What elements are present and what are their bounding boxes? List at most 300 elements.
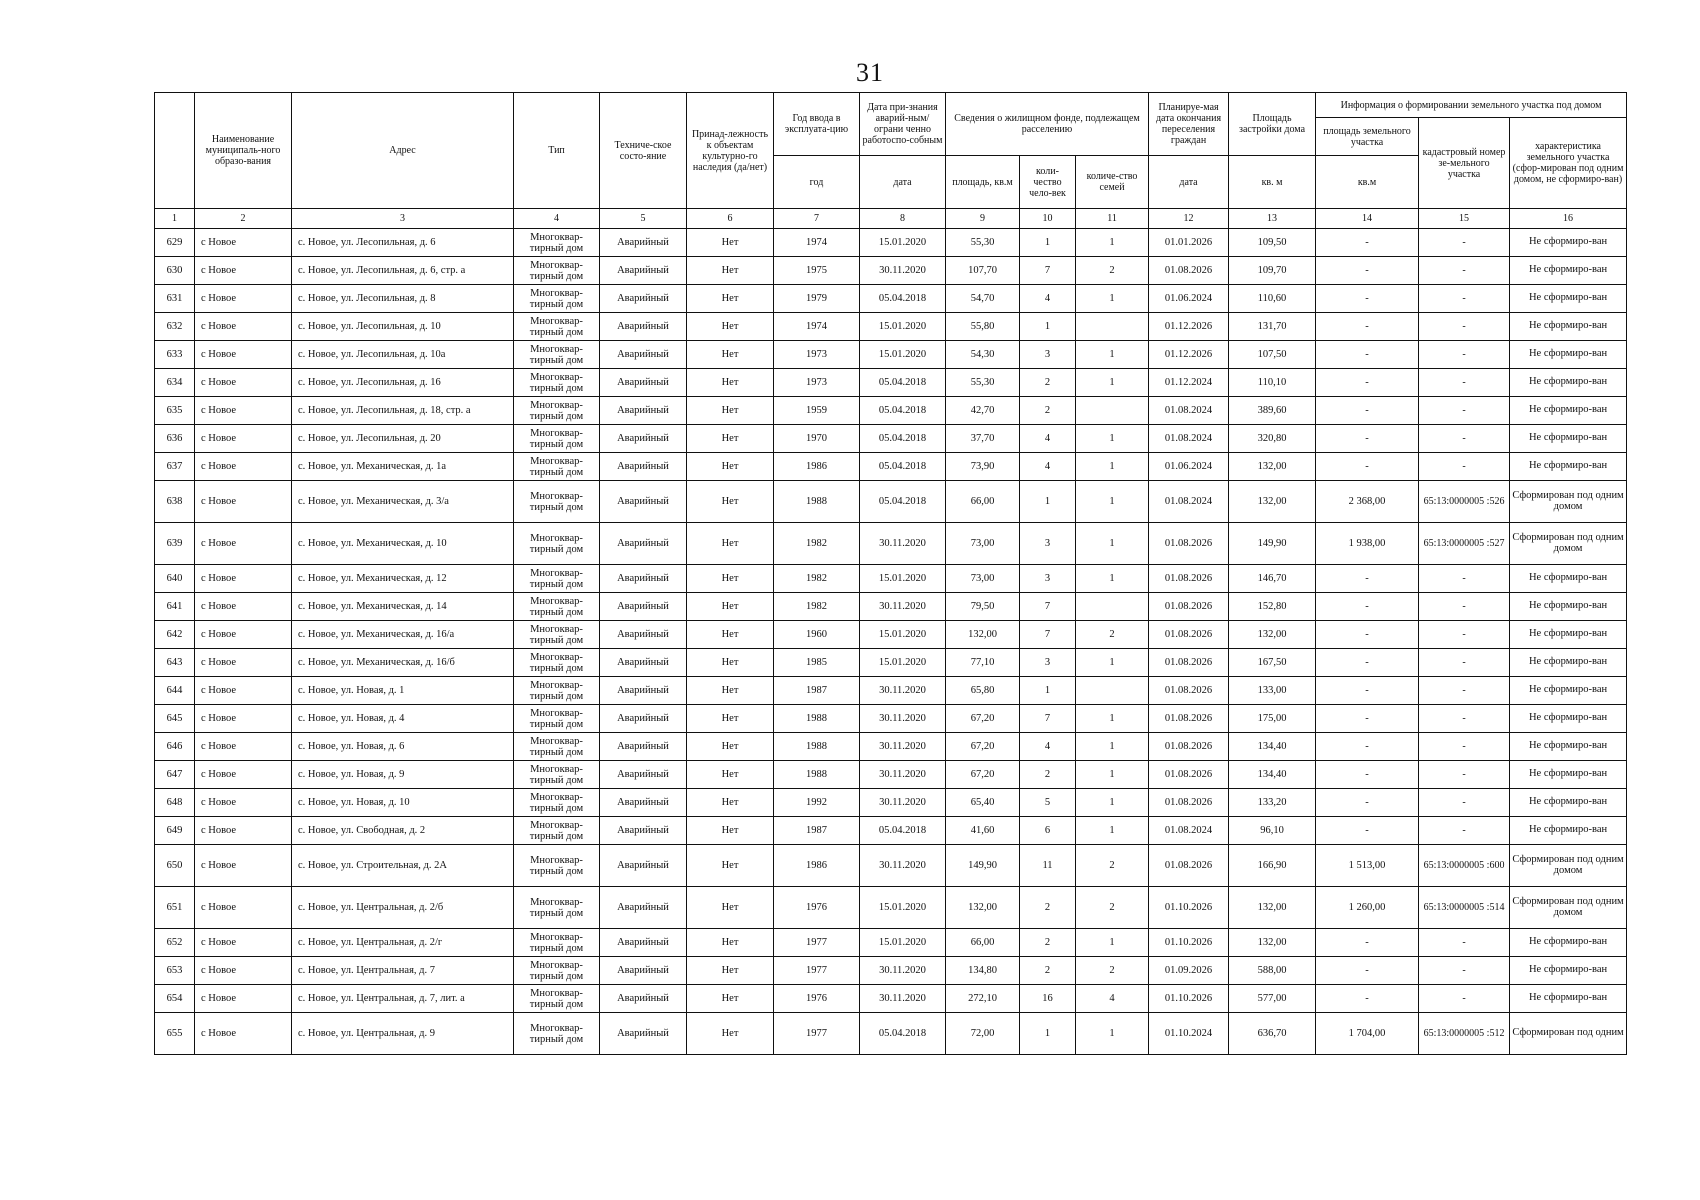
address-cell: с. Новое, ул. Механическая, д. 16/б [292,649,514,677]
heritage-cell: Нет [687,929,774,957]
area-cell: 55,30 [946,369,1020,397]
table-row [155,957,1627,985]
families-cell: 1 [1076,929,1149,957]
column-number: 6 [687,209,774,229]
type-cell: Многоквар-тирный дом [514,523,600,565]
type-cell: Многоквар-тирный дом [514,957,600,985]
row-number-cell: 632 [155,313,195,341]
heritage-cell: Нет [687,369,774,397]
area-cell: 79,50 [946,593,1020,621]
table-row [155,565,1627,593]
land-characteristic-cell: Не сформиро-ван [1510,341,1627,369]
emergency-date-cell: 30.11.2020 [860,957,946,985]
cadastral-cell: - [1419,285,1510,313]
address-cell: с. Новое, ул. Лесопильная, д. 18, стр. а [292,397,514,425]
address-cell: с. Новое, ул. Новая, д. 10 [292,789,514,817]
persons-cell: 11 [1020,845,1076,887]
land-characteristic-cell: Не сформиро-ван [1510,677,1627,705]
municipality-cell: с Новое [195,705,292,733]
cadastral-cell: - [1419,621,1510,649]
type-cell: Многоквар-тирный дом [514,593,600,621]
municipality-cell: с Новое [195,397,292,425]
cadastral-cell: - [1419,649,1510,677]
families-cell [1076,397,1149,425]
land-area-cell: 1 260,00 [1316,887,1419,929]
table-row [155,817,1627,845]
address-cell: с. Новое, ул. Новая, д. 9 [292,761,514,789]
land-characteristic-cell: Не сформиро-ван [1510,593,1627,621]
planned-date-cell: 01.12.2026 [1149,341,1229,369]
built-area-cell: 152,80 [1229,593,1316,621]
heritage-cell: Нет [687,817,774,845]
land-area-cell: - [1316,621,1419,649]
row-number-cell: 649 [155,817,195,845]
area-cell: 41,60 [946,817,1020,845]
emergency-date-cell: 15.01.2020 [860,887,946,929]
land-area-cell: - [1316,705,1419,733]
condition-cell: Аварийный [600,789,687,817]
address-cell: с. Новое, ул. Центральная, д. 2/б [292,887,514,929]
cadastral-cell: 65:13:0000005 :514 [1419,887,1510,929]
land-area-cell: - [1316,341,1419,369]
families-cell [1076,593,1149,621]
heritage-cell: Нет [687,1013,774,1055]
area-cell: 54,70 [946,285,1020,313]
area-cell: 67,20 [946,705,1020,733]
municipality-cell: с Новое [195,789,292,817]
heritage-cell: Нет [687,593,774,621]
area-cell: 107,70 [946,257,1020,285]
type-cell: Многоквар-тирный дом [514,845,600,887]
address-cell: с. Новое, ул. Лесопильная, д. 8 [292,285,514,313]
row-number-cell: 653 [155,957,195,985]
cadastral-cell: - [1419,677,1510,705]
row-number-cell: 634 [155,369,195,397]
header-area-sqm: площадь, кв.м [946,156,1020,209]
families-cell [1076,677,1149,705]
families-cell: 2 [1076,621,1149,649]
persons-cell: 2 [1020,369,1076,397]
condition-cell: Аварийный [600,1013,687,1055]
condition-cell: Аварийный [600,845,687,887]
families-cell: 1 [1076,789,1149,817]
built-area-cell: 132,00 [1229,621,1316,649]
land-area-cell: 1 704,00 [1316,1013,1419,1055]
address-cell: с. Новое, ул. Лесопильная, д. 20 [292,425,514,453]
persons-cell: 4 [1020,733,1076,761]
condition-cell: Аварийный [600,761,687,789]
municipality-cell: с Новое [195,621,292,649]
type-cell: Многоквар-тирный дом [514,985,600,1013]
planned-date-cell: 01.08.2026 [1149,733,1229,761]
year-cell: 1987 [774,677,860,705]
planned-date-cell: 01.10.2024 [1149,1013,1229,1055]
municipality-cell: с Новое [195,229,292,257]
row-number-cell: 655 [155,1013,195,1055]
heritage-cell: Нет [687,453,774,481]
persons-cell: 5 [1020,789,1076,817]
municipality-cell: с Новое [195,523,292,565]
built-area-cell: 131,70 [1229,313,1316,341]
condition-cell: Аварийный [600,229,687,257]
table-row [155,677,1627,705]
row-number-cell: 651 [155,887,195,929]
emergency-date-cell: 30.11.2020 [860,593,946,621]
condition-cell: Аварийный [600,887,687,929]
table-row [155,257,1627,285]
planned-date-cell: 01.12.2026 [1149,313,1229,341]
families-cell: 1 [1076,1013,1149,1055]
emergency-date-cell: 30.11.2020 [860,761,946,789]
table-row [155,985,1627,1013]
cadastral-cell: - [1419,929,1510,957]
planned-date-cell: 01.08.2024 [1149,397,1229,425]
year-cell: 1988 [774,733,860,761]
cadastral-cell: 65:13:0000005 :512 [1419,1013,1510,1055]
planned-date-cell: 01.08.2026 [1149,593,1229,621]
emergency-date-cell: 30.11.2020 [860,845,946,887]
built-area-cell: 588,00 [1229,957,1316,985]
cadastral-cell: - [1419,229,1510,257]
area-cell: 73,00 [946,523,1020,565]
header-land-unit: кв.м [1316,156,1419,209]
built-area-cell: 167,50 [1229,649,1316,677]
land-characteristic-cell: Не сформиро-ван [1510,649,1627,677]
heritage-cell: Нет [687,761,774,789]
land-area-cell: - [1316,453,1419,481]
planned-date-cell: 01.10.2026 [1149,985,1229,1013]
land-characteristic-cell: Сформирован под одним домом [1510,845,1627,887]
emergency-date-cell: 30.11.2020 [860,257,946,285]
address-cell: с. Новое, ул. Новая, д. 4 [292,705,514,733]
condition-cell: Аварийный [600,565,687,593]
built-area-cell: 636,70 [1229,1013,1316,1055]
row-number-cell: 637 [155,453,195,481]
emergency-date-cell: 30.11.2020 [860,705,946,733]
land-area-cell: - [1316,957,1419,985]
land-area-cell: - [1316,229,1419,257]
persons-cell: 1 [1020,313,1076,341]
row-number-cell: 638 [155,481,195,523]
planned-date-cell: 01.08.2026 [1149,565,1229,593]
type-cell: Многоквар-тирный дом [514,649,600,677]
emergency-date-cell: 15.01.2020 [860,341,946,369]
year-cell: 1988 [774,761,860,789]
table-row [155,761,1627,789]
header-address: Адрес [292,93,514,209]
planned-date-cell: 01.08.2026 [1149,789,1229,817]
area-cell: 66,00 [946,929,1020,957]
families-cell: 1 [1076,453,1149,481]
area-cell: 65,80 [946,677,1020,705]
type-cell: Многоквар-тирный дом [514,761,600,789]
heritage-cell: Нет [687,649,774,677]
built-area-cell: 175,00 [1229,705,1316,733]
cadastral-cell: - [1419,817,1510,845]
table-row [155,341,1627,369]
condition-cell: Аварийный [600,369,687,397]
page-number: 31 [856,58,884,87]
column-number: 16 [1510,209,1627,229]
persons-cell: 3 [1020,565,1076,593]
persons-cell: 16 [1020,985,1076,1013]
address-cell: с. Новое, ул. Центральная, д. 9 [292,1013,514,1055]
cadastral-cell: - [1419,369,1510,397]
area-cell: 72,00 [946,1013,1020,1055]
table-row [155,929,1627,957]
housing-register-table [154,92,1627,1055]
emergency-date-cell: 05.04.2018 [860,397,946,425]
municipality-cell: с Новое [195,817,292,845]
persons-cell: 3 [1020,341,1076,369]
year-cell: 1970 [774,425,860,453]
cadastral-cell: 65:13:0000005 :600 [1419,845,1510,887]
persons-cell: 2 [1020,957,1076,985]
land-area-cell: 1 938,00 [1316,523,1419,565]
column-number: 12 [1149,209,1229,229]
row-number-cell: 633 [155,341,195,369]
row-number-cell: 654 [155,985,195,1013]
planned-date-cell: 01.10.2026 [1149,887,1229,929]
condition-cell: Аварийный [600,313,687,341]
row-number-cell: 629 [155,229,195,257]
municipality-cell: с Новое [195,677,292,705]
built-area-cell: 146,70 [1229,565,1316,593]
planned-date-cell: 01.08.2024 [1149,817,1229,845]
address-cell: с. Новое, ул. Лесопильная, д. 6 [292,229,514,257]
planned-date-cell: 01.08.2024 [1149,425,1229,453]
persons-cell: 1 [1020,677,1076,705]
land-characteristic-cell: Не сформиро-ван [1510,425,1627,453]
built-area-cell: 110,10 [1229,369,1316,397]
land-characteristic-cell: Не сформиро-ван [1510,285,1627,313]
municipality-cell: с Новое [195,313,292,341]
area-cell: 272,10 [946,985,1020,1013]
address-cell: с. Новое, ул. Новая, д. 6 [292,733,514,761]
land-area-cell: - [1316,565,1419,593]
area-cell: 37,70 [946,425,1020,453]
families-cell: 2 [1076,845,1149,887]
table-row [155,845,1627,887]
built-area-cell: 132,00 [1229,453,1316,481]
condition-cell: Аварийный [600,257,687,285]
cadastral-cell: - [1419,705,1510,733]
type-cell: Многоквар-тирный дом [514,621,600,649]
emergency-date-cell: 05.04.2018 [860,453,946,481]
year-cell: 1988 [774,705,860,733]
built-area-cell: 96,10 [1229,817,1316,845]
address-cell: с. Новое, ул. Центральная, д. 2/г [292,929,514,957]
land-area-cell: - [1316,257,1419,285]
type-cell: Многоквар-тирный дом [514,453,600,481]
year-cell: 1986 [774,845,860,887]
address-cell: с. Новое, ул. Центральная, д. 7, лит. а [292,985,514,1013]
cadastral-cell: 65:13:0000005 :527 [1419,523,1510,565]
persons-cell: 1 [1020,1013,1076,1055]
table-row [155,733,1627,761]
cadastral-cell: - [1419,761,1510,789]
condition-cell: Аварийный [600,957,687,985]
table-row [155,649,1627,677]
header-year-group: Год ввода в эксплуата-цию [774,93,860,156]
built-area-cell: 132,00 [1229,887,1316,929]
table-row [155,789,1627,817]
heritage-cell: Нет [687,565,774,593]
table-row [155,1013,1627,1055]
planned-date-cell: 01.09.2026 [1149,957,1229,985]
row-number-cell: 650 [155,845,195,887]
land-characteristic-cell: Не сформиро-ван [1510,733,1627,761]
emergency-date-cell: 15.01.2020 [860,313,946,341]
heritage-cell: Нет [687,425,774,453]
type-cell: Многоквар-тирный дом [514,733,600,761]
heritage-cell: Нет [687,285,774,313]
cadastral-cell: - [1419,453,1510,481]
land-characteristic-cell: Не сформиро-ван [1510,705,1627,733]
land-characteristic-cell: Не сформиро-ван [1510,313,1627,341]
cadastral-cell: - [1419,789,1510,817]
row-number-cell: 639 [155,523,195,565]
land-area-cell: - [1316,649,1419,677]
year-cell: 1992 [774,789,860,817]
land-characteristic-cell: Не сформиро-ван [1510,957,1627,985]
address-cell: с. Новое, ул. Новая, д. 1 [292,677,514,705]
persons-cell: 2 [1020,397,1076,425]
header-planned-date-group: Планируе-мая дата окончания переселения граждан [1149,93,1229,156]
year-cell: 1977 [774,957,860,985]
land-characteristic-cell: Не сформиро-ван [1510,565,1627,593]
cadastral-cell: - [1419,957,1510,985]
built-area-cell: 166,90 [1229,845,1316,887]
planned-date-cell: 01.10.2026 [1149,929,1229,957]
header-type: Тип [514,93,600,209]
year-cell: 1982 [774,523,860,565]
row-number-cell: 630 [155,257,195,285]
column-number: 7 [774,209,860,229]
municipality-cell: с Новое [195,593,292,621]
column-number: 1 [155,209,195,229]
year-cell: 1979 [774,285,860,313]
cadastral-cell: 65:13:0000005 :526 [1419,481,1510,523]
emergency-date-cell: 30.11.2020 [860,733,946,761]
area-cell: 73,90 [946,453,1020,481]
type-cell: Многоквар-тирный дом [514,341,600,369]
cadastral-cell: - [1419,257,1510,285]
year-cell: 1974 [774,229,860,257]
year-cell: 1976 [774,985,860,1013]
table-row [155,453,1627,481]
year-cell: 1973 [774,369,860,397]
families-cell: 1 [1076,229,1149,257]
type-cell: Многоквар-тирный дом [514,817,600,845]
land-characteristic-cell: Не сформиро-ван [1510,761,1627,789]
built-area-cell: 110,60 [1229,285,1316,313]
column-number: 13 [1229,209,1316,229]
heritage-cell: Нет [687,887,774,929]
families-cell: 2 [1076,887,1149,929]
column-number-row [155,209,1627,229]
row-number-cell: 641 [155,593,195,621]
year-cell: 1977 [774,1013,860,1055]
type-cell: Многоквар-тирный дом [514,887,600,929]
year-cell: 1959 [774,397,860,425]
header-emergency-date-group: Дата при-знания аварий-ным/ограни ченно работоспо-собным [860,93,946,156]
persons-cell: 4 [1020,425,1076,453]
year-cell: 1982 [774,565,860,593]
condition-cell: Аварийный [600,817,687,845]
row-number-cell: 631 [155,285,195,313]
heritage-cell: Нет [687,705,774,733]
type-cell: Многоквар-тирный дом [514,257,600,285]
land-area-cell: - [1316,733,1419,761]
condition-cell: Аварийный [600,285,687,313]
planned-date-cell: 01.08.2024 [1149,481,1229,523]
families-cell: 1 [1076,481,1149,523]
type-cell: Многоквар-тирный дом [514,397,600,425]
land-characteristic-cell: Не сформиро-ван [1510,789,1627,817]
land-characteristic-cell: Не сформиро-ван [1510,985,1627,1013]
column-number: 11 [1076,209,1149,229]
table-body [155,229,1627,1055]
land-area-cell: - [1316,285,1419,313]
heritage-cell: Нет [687,481,774,523]
land-characteristic-cell: Не сформиро-ван [1510,817,1627,845]
area-cell: 67,20 [946,761,1020,789]
emergency-date-cell: 30.11.2020 [860,677,946,705]
emergency-date-cell: 30.11.2020 [860,985,946,1013]
header-land-group: Информация о формировании земельного участка под домом [1316,93,1627,118]
header-built-area-group: Площадь застройки дома [1229,93,1316,156]
land-characteristic-cell: Сформирован под одним [1510,1013,1627,1055]
planned-date-cell: 01.01.2026 [1149,229,1229,257]
address-cell: с. Новое, ул. Механическая, д. 12 [292,565,514,593]
area-cell: 149,90 [946,845,1020,887]
built-area-cell: 132,00 [1229,929,1316,957]
planned-date-cell: 01.12.2024 [1149,369,1229,397]
year-cell: 1977 [774,929,860,957]
persons-cell: 2 [1020,929,1076,957]
column-number: 14 [1316,209,1419,229]
land-characteristic-cell: Не сформиро-ван [1510,369,1627,397]
municipality-cell: с Новое [195,565,292,593]
families-cell: 1 [1076,341,1149,369]
heritage-cell: Нет [687,229,774,257]
persons-cell: 4 [1020,285,1076,313]
land-area-cell: - [1316,761,1419,789]
emergency-date-cell: 15.01.2020 [860,929,946,957]
municipality-cell: с Новое [195,1013,292,1055]
persons-cell: 1 [1020,481,1076,523]
planned-date-cell: 01.08.2026 [1149,845,1229,887]
emergency-date-cell: 15.01.2020 [860,621,946,649]
condition-cell: Аварийный [600,985,687,1013]
condition-cell: Аварийный [600,677,687,705]
families-cell: 1 [1076,285,1149,313]
row-number-cell: 645 [155,705,195,733]
row-number-cell: 640 [155,565,195,593]
emergency-date-cell: 30.11.2020 [860,523,946,565]
land-area-cell: - [1316,985,1419,1013]
heritage-cell: Нет [687,341,774,369]
cadastral-cell: - [1419,425,1510,453]
type-cell: Многоквар-тирный дом [514,285,600,313]
row-number-cell: 652 [155,929,195,957]
emergency-date-cell: 05.04.2018 [860,285,946,313]
land-characteristic-cell: Не сформиро-ван [1510,453,1627,481]
cadastral-cell: - [1419,397,1510,425]
header-land-characteristic: характеристика земельного участка (сфор-мирован под одним домом, не сформиро-ван) [1510,118,1627,209]
land-characteristic-cell: Не сформиро-ван [1510,929,1627,957]
